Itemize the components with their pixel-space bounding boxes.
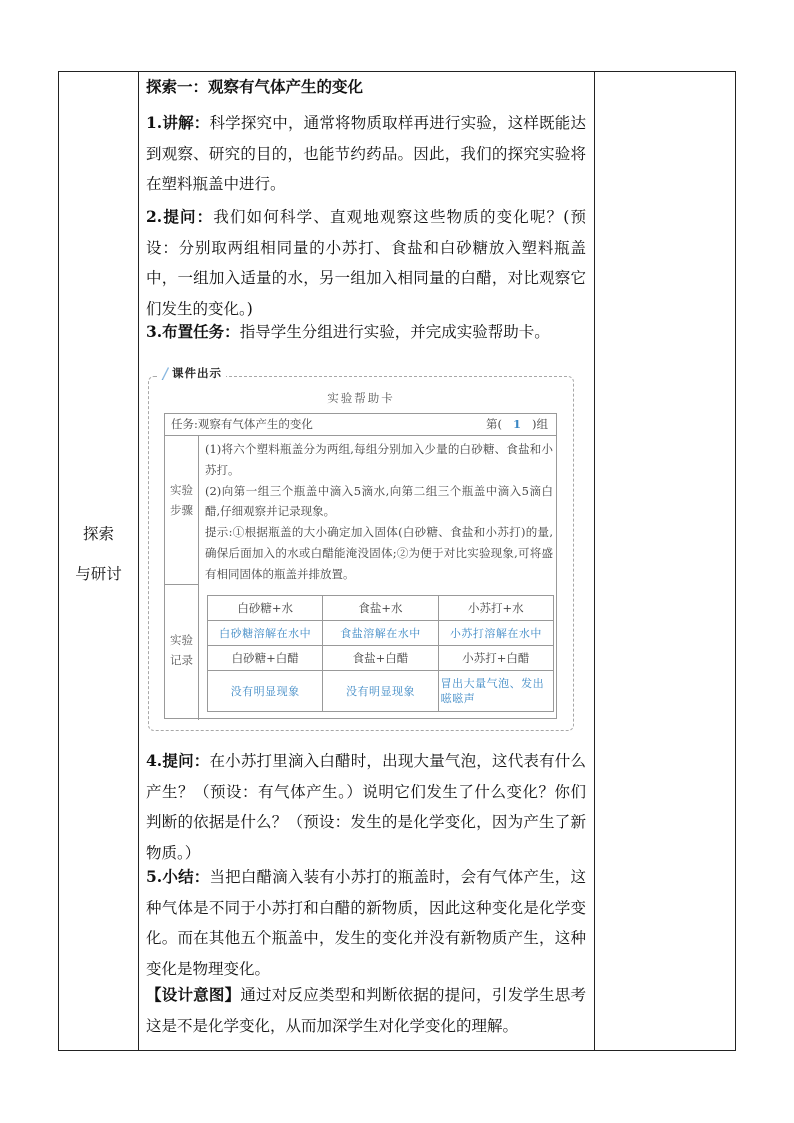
paragraph-key: 3.布置任务： — [146, 322, 240, 341]
record-table — [207, 595, 554, 712]
paragraph-key: 4.提问： — [146, 751, 210, 770]
group-number — [486, 414, 548, 435]
paragraph-text: 指导学生分组进行实验，并完成实验帮助卡。 — [239, 323, 550, 341]
paragraph-key: 【设计意图】 — [146, 985, 241, 1004]
steps-label — [165, 436, 199, 585]
record-result-handwritten: 冒出大量气泡、发出嗞嗞声 — [438, 671, 553, 712]
paragraph-text: 科学探究中，通常将物质取样再进行实验，这样既能达到观察、研究的目的，也能节约药品。因此，我们的探究实验将在塑料瓶盖中进行。 — [146, 114, 586, 193]
step-item: (1)将六个塑料瓶盖分为两组,每组分别加入少量的白砂糖、食盐和小苏打。 — [205, 442, 553, 477]
paragraph-text: 在小苏打里滴入白醋时，出现大量气泡，这代表有什么产生？（预设：有气体产生。）说明它们发生了什么变化？你们判断的依据是什么？（预设：发生的是化学变化，因为产生了新物质。） — [146, 752, 586, 862]
paragraph-text: 当把白醋滴入装有小苏打的瓶盖时，会有气体产生，这种气体是不同于小苏打和白醋的新物质，因此这种变化是化学变化。而在其他五个瓶盖中，发生的变化并没有新物质产生，这种变化是物理变化。 — [146, 868, 586, 978]
paragraph-text: 通过对反应类型和判断依据的提问，引发学生思考这是不是化学变化，从而加深学生对化学变化的理解。 — [146, 986, 586, 1035]
paragraph-key: 1.讲解： — [146, 113, 210, 132]
paragraph-task — [146, 317, 586, 348]
help-card-table — [164, 413, 557, 719]
record-header: 食盐+白醋 — [323, 646, 438, 671]
card-title: 实验帮助卡 — [327, 391, 395, 405]
record-label-text: 实验记录 — [170, 633, 193, 667]
table-row — [208, 671, 554, 712]
row-label-line-1: 探索 — [82, 525, 114, 543]
steps-label-text: 实验步骤 — [170, 483, 193, 517]
column-divider-1 — [138, 72, 139, 1050]
record-label — [165, 585, 199, 720]
paragraph-explain — [146, 108, 586, 200]
group-num: 1 — [512, 417, 521, 431]
paragraph-question — [146, 202, 586, 324]
lesson-table — [58, 71, 736, 1051]
paragraph-key: 2.提问： — [146, 207, 214, 226]
courseware-tag — [157, 365, 226, 381]
step-item: (2)向第一组三个瓶盖中滴入5滴水,向第二组三个瓶盖中滴入5滴白醋,仔细观察并记录现象。 — [205, 483, 553, 519]
step-tip: 提示:①根据瓶盖的大小确定加入固体(白砂糖、食盐和小苏打)的量,确保后面加入的水或白醋能淹没固体;②为便于对比实验现象,可将盛有相同固体的瓶盖并排放置。 — [205, 525, 553, 581]
record-header: 小苏打+白醋 — [438, 646, 553, 671]
record-header: 小苏打+水 — [438, 596, 553, 621]
record-header: 白砂糖+水 — [208, 596, 323, 621]
paragraph-key: 5.小结： — [146, 867, 210, 886]
record-result-handwritten: 没有明显现象 — [323, 671, 438, 712]
section-title: 探索一：观察有气体产生的变化 — [146, 77, 364, 96]
table-row — [208, 621, 554, 646]
steps-text — [205, 439, 553, 585]
column-divider-2 — [594, 72, 595, 1050]
row-label-line-2: 与研讨 — [75, 565, 122, 583]
table-row — [208, 646, 554, 671]
group-suffix: )组 — [532, 417, 548, 431]
task-row — [165, 414, 556, 436]
record-result-handwritten: 小苏打溶解在水中 — [438, 621, 553, 646]
paragraph-question-2 — [146, 746, 586, 868]
paragraph-design-intent — [146, 980, 586, 1041]
group-prefix: 第( — [486, 417, 502, 431]
record-header: 食盐+水 — [323, 596, 438, 621]
record-header: 白砂糖+白醋 — [208, 646, 323, 671]
table-row — [208, 596, 554, 621]
paragraph-text: 我们如何科学、直观地观察这些物质的变化呢？(预设：分别取两组相同量的小苏打、食盐和白砂糖放入塑料瓶盖中，一组加入适量的水，另一组加入相同量的白醋，对比观察它们发生的变化。) — [146, 208, 586, 318]
pencil-icon — [159, 366, 169, 380]
task-text: 任务:观察有气体产生的变化 — [171, 417, 313, 431]
record-result-handwritten: 白砂糖溶解在水中 — [208, 621, 323, 646]
record-result-handwritten: 食盐溶解在水中 — [323, 621, 438, 646]
courseware-card — [148, 366, 574, 731]
courseware-tag-text: 课件出示 — [172, 366, 222, 380]
paragraph-summary — [146, 862, 586, 984]
record-result-handwritten: 没有明显现象 — [208, 671, 323, 712]
